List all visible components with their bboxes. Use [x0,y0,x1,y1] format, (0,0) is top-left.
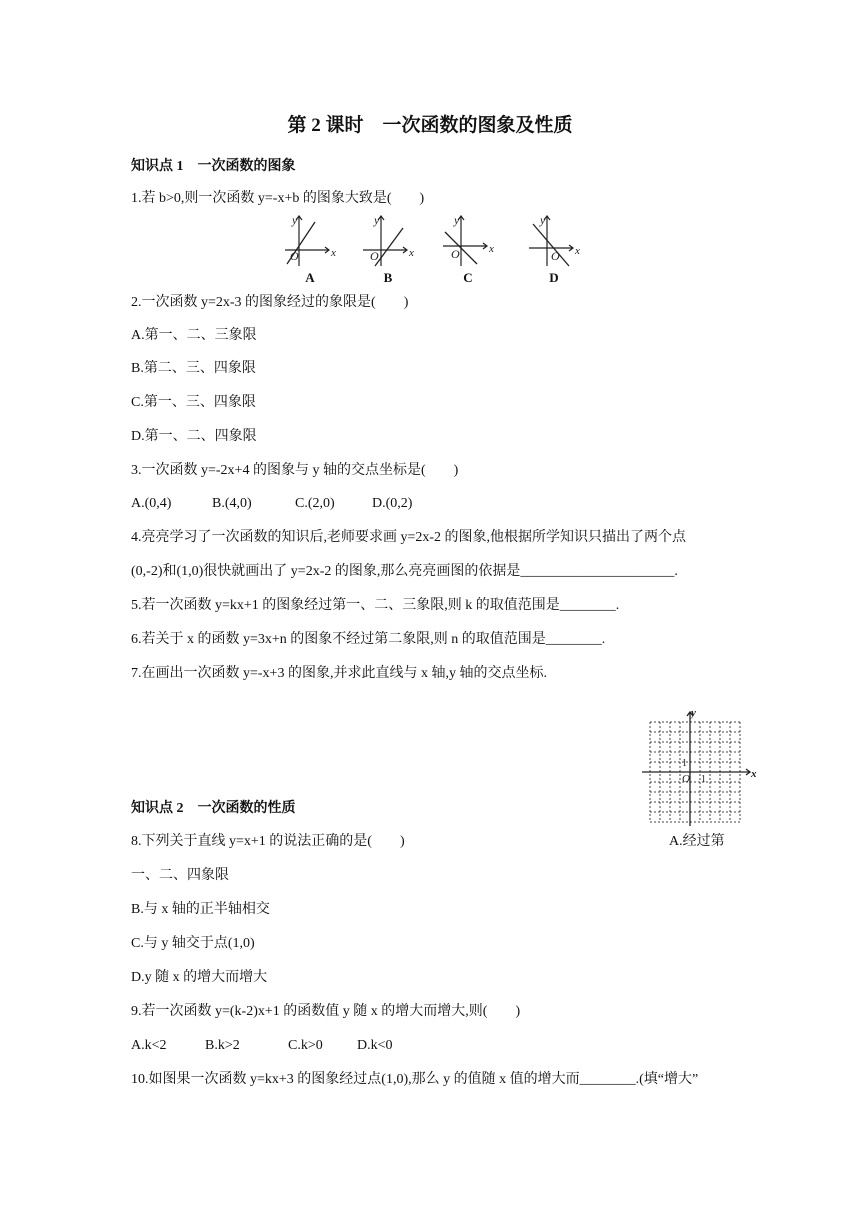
question-3-option-b: B.(4,0) [212,496,252,511]
question-4-line-2: (0,-2)和(1,0)很快就画出了 y=2x-2 的图象,那么亮亮画图的依据是______________________. [131,564,678,579]
svg-text:y: y [454,213,460,227]
svg-text:y: y [292,213,298,227]
question-1-graphs [283,212,583,288]
graph-a-figure [283,212,337,268]
graph-d-figure [527,212,581,268]
question-2-option-c: C.第一、三、四象限 [131,395,256,410]
svg-text:x: x [489,243,494,255]
svg-text:O: O [290,249,299,263]
question-7-grid [640,704,760,828]
question-9: 9.若一次函数 y=(k-2)x+1 的函数值 y 随 x 的增大而增大,则( ) [131,1004,521,1019]
question-2: 2.一次函数 y=2x-3 的图象经过的象限是( ) [131,295,409,310]
question-8-option-d: D.y 随 x 的增大而增大 [131,970,268,985]
question-8-option-a-end: 一、二、四象限 [131,868,229,883]
svg-text:O: O [682,773,690,785]
svg-text:1: 1 [701,774,706,785]
graph-option-c-label: C [463,270,473,285]
svg-text:x: x [409,247,414,259]
question-9-option-a: A.k<2 [131,1038,167,1053]
question-3-option-c: C.(2,0) [295,496,335,511]
svg-text:O: O [551,249,560,263]
question-10: 10.如图果一次函数 y=kx+3 的图象经过点(1,0),那么 y 的值随 x 值的增大而________.(填“增大” [131,1072,699,1087]
graph-option-a-label: A [305,270,315,285]
question-7: 7.在画出一次函数 y=-x+3 的图象,并求此直线与 x 轴,y 轴的交点坐标. [131,666,547,681]
coordinate-grid-figure [640,704,760,828]
svg-text:y: y [691,707,696,719]
svg-text:x: x [331,247,336,259]
graph-option-d-label: D [549,270,559,285]
svg-text:x: x [575,245,580,257]
question-2-option-d: D.第一、二、四象限 [131,429,257,444]
svg-text:y: y [374,213,380,227]
question-9-option-b: B.k>2 [205,1038,240,1053]
question-4-line-1: 4.亮亮学习了一次函数的知识后,老师要求画 y=2x-2 的图象,他根据所学知识只描出了两个点 [131,530,687,545]
question-3-option-a: A.(0,4) [131,496,172,511]
question-5: 5.若一次函数 y=kx+1 的图象经过第一、二、三象限,则 k 的取值范围是________. [131,598,620,613]
graph-b-figure [361,212,415,268]
page-title: 第 2 课时 一次函数的图象及性质 [287,115,573,136]
graph-option-b-label: B [383,270,393,285]
graph-c-figure [441,212,495,268]
svg-text:1: 1 [682,758,687,769]
graph-option-b [361,212,415,288]
graph-option-d [527,212,581,288]
question-9-option-c: C.k>0 [288,1038,323,1053]
graph-option-c [441,212,495,288]
svg-text:y: y [540,213,546,227]
question-1: 1.若 b>0,则一次函数 y=-x+b 的图象大致是( ) [131,191,425,206]
question-6: 6.若关于 x 的函数 y=3x+n 的图象不经过第二象限,则 n 的取值范围是________. [131,632,606,647]
question-8-option-a-start: A.经过第 [669,834,725,849]
question-3-option-d: D.(0,2) [372,496,413,511]
svg-text:x: x [751,768,757,780]
question-8-option-b: B.与 x 轴的正半轴相交 [131,902,270,917]
svg-text:O: O [451,247,460,261]
question-3: 3.一次函数 y=-2x+4 的图象与 y 轴的交点坐标是( ) [131,463,459,478]
question-2-option-b: B.第二、三、四象限 [131,361,256,376]
question-9-option-d: D.k<0 [357,1038,393,1053]
question-2-option-a: A.第一、二、三象限 [131,328,257,343]
question-8: 8.下列关于直线 y=x+1 的说法正确的是( ) [131,834,405,849]
question-8-option-c: C.与 y 轴交于点(1,0) [131,936,255,951]
knowledge-point-1-heading: 知识点 1 一次函数的图象 [131,159,296,174]
knowledge-point-2-heading: 知识点 2 一次函数的性质 [131,801,296,816]
svg-text:O: O [370,249,379,263]
graph-option-a [283,212,337,288]
